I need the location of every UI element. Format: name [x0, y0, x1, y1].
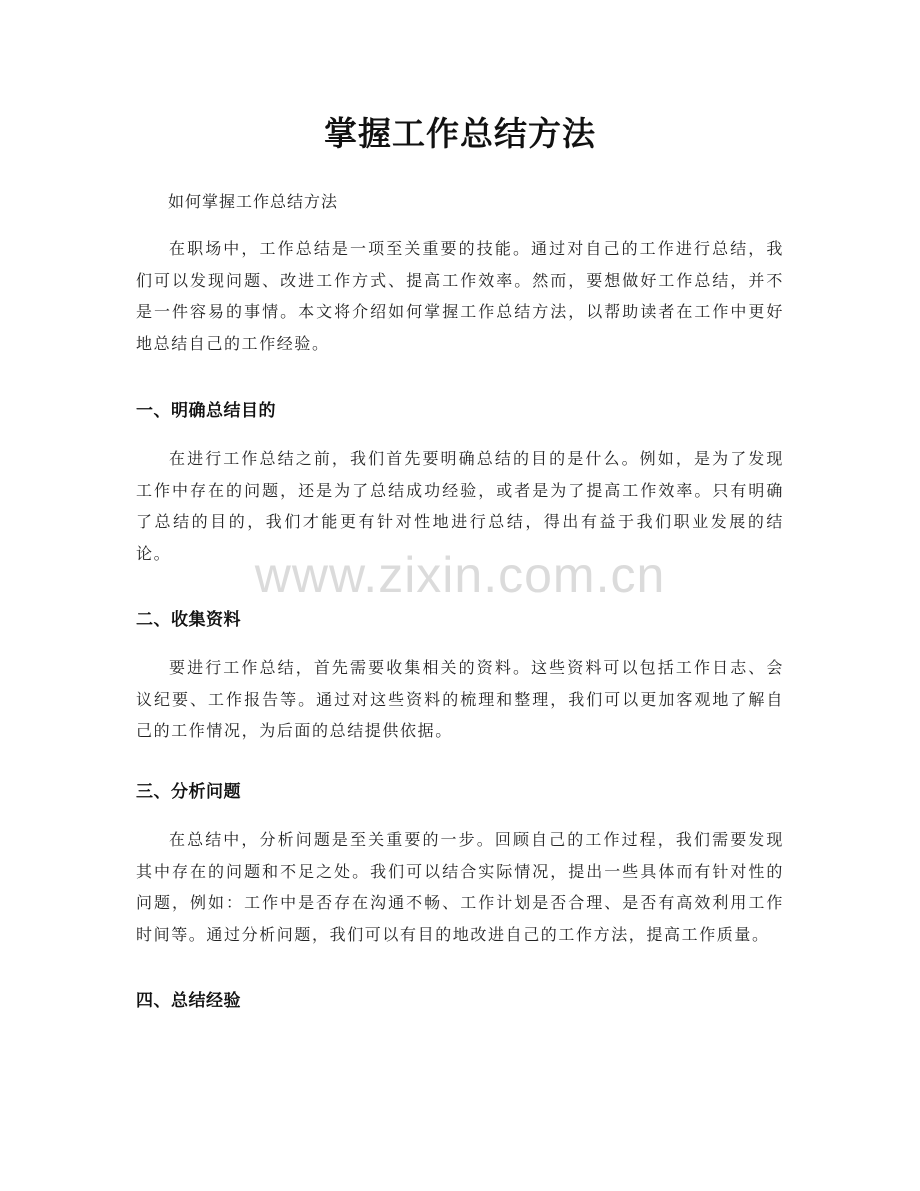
section-heading-2: 二、收集资料: [136, 610, 241, 630]
section-heading-1: 一、明确总结目的: [136, 401, 276, 421]
document-title: 掌握工作总结方法: [324, 114, 596, 153]
section-body-1: 在进行工作总结之前，我们首先要明确总结的目的是什么。例如，是为了发现工作中存在的问题，还是为了总结成功经验，或者是为了提高工作效率。只有明确了总结的目的，我们才能更有针对性地进行总结，得出有益于我们职业发展的结论。: [136, 449, 784, 563]
document-subtitle: 如何掌握工作总结方法: [168, 192, 339, 211]
section-heading-4: 四、总结经验: [136, 991, 241, 1011]
section-body-2: 要进行工作总结，首先需要收集相关的资料。这些资料可以包括工作日志、会议纪要、工作报告等。通过对这些资料的梳理和整理，我们可以更加客观地了解自己的工作情况，为后面的总结提供依据。: [136, 658, 784, 740]
section-body-3: 在总结中，分析问题是至关重要的一步。回顾自己的工作过程，我们需要发现其中存在的问题和不足之处。我们可以结合实际情况，提出一些具体而有针对性的问题，例如：工作中是否存在沟通不畅、工作计划是否合理、是否有高效利用工作时间等。通过分析问题，我们可以有目的地改进自己的工作方法，提高工作质量。: [136, 830, 784, 944]
intro-paragraph: 在职场中，工作总结是一项至关重要的技能。通过对自己的工作进行总结，我们可以发现问题、改进工作方式、提高工作效率。然而，要想做好工作总结，并不是一件容易的事情。本文将介绍如何掌握工作总结方法，以帮助读者在工作中更好地总结自己的工作经验。: [136, 239, 784, 353]
watermark: www.zixin.com.cn: [254, 547, 666, 603]
section-heading-3: 三、分析问题: [136, 782, 241, 802]
